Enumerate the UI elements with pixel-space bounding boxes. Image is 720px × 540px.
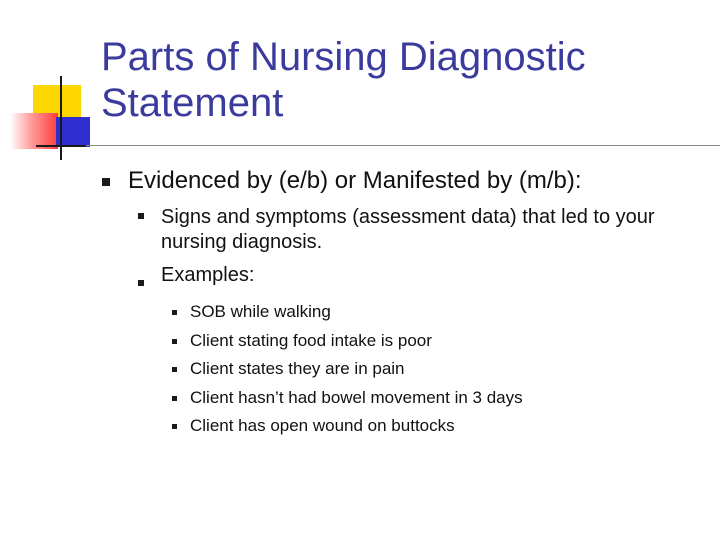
bullet-square-icon [172,367,177,372]
title-divider-accent [36,145,86,147]
bullet-square-icon [172,339,177,344]
example-item: SOB while walking [190,302,331,321]
sub-bullet-text: Signs and symptoms (assessment data) that led to your nursing diagnosis. [161,206,655,253]
example-item: Client hasn’t had bowel movement in 3 days [190,388,523,407]
bullet-square-icon [138,213,144,219]
bullet-square-icon [102,178,110,186]
bullet-square-icon [172,424,177,429]
example-item: Client states they are in pain [190,359,405,378]
example-item: Client stating food intake is poor [190,331,432,350]
title-divider [36,145,720,146]
vertical-rule [60,76,62,160]
sub-bullet-text: Examples: [161,264,255,286]
bullet-square-icon [172,396,177,401]
red-gradient-decoration [10,113,58,149]
main-bullet-text: Evidenced by (e/b) or Manifested by (m/b): [128,167,582,194]
slide-title: Parts of Nursing Diagnostic Statement [101,35,586,125]
bullet-square-icon [172,310,177,315]
example-item: Client has open wound on buttocks [190,416,455,435]
bullet-square-icon [138,280,144,286]
